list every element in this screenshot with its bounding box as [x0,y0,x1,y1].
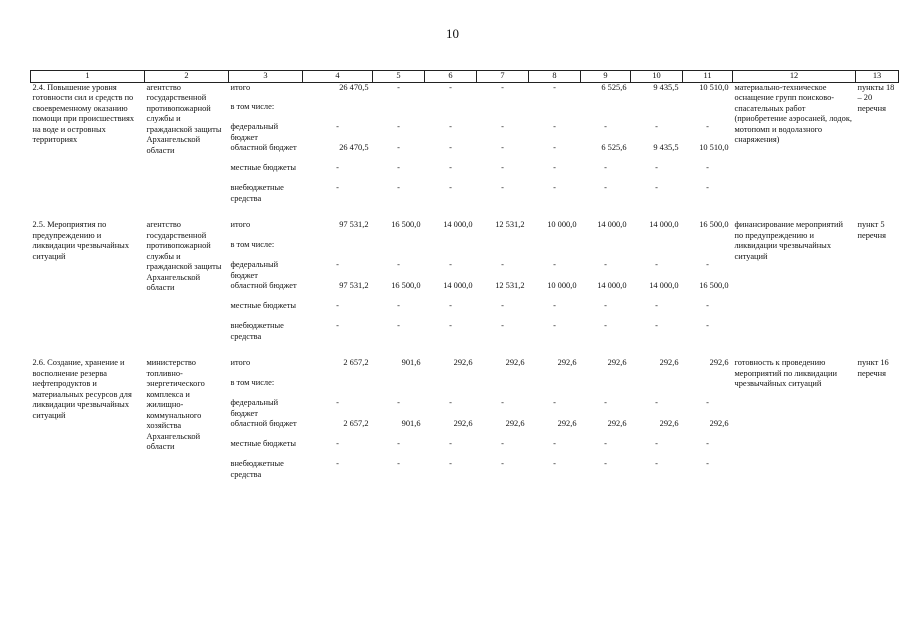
amount-cell [477,378,529,398]
header-cell: 11 [683,71,733,83]
amount-cell: - [553,143,556,152]
amount-cell: - [336,122,339,131]
event-name: 2.4. Повышение уровня готовности сил и средств по своевременному оказанию помощи при происшествиях на воде и островных территориях [32,82,135,144]
amount-cell: - [553,260,556,269]
amount-cell: 10 000,0 [547,220,577,229]
amount-cell: - [336,439,339,448]
amount-cell [683,240,733,260]
amount-cell: - [397,163,400,172]
amount-cell: 26 470,5 [339,82,369,92]
program-table [30,70,899,480]
header-cell: 2 [145,71,229,83]
amount-cell: 292,6 [505,419,525,428]
amount-cell: - [604,459,607,468]
funding-source-label: областной бюджет [230,143,297,152]
amount-cell: 2 657,2 [343,358,369,367]
amount-cell [631,378,683,398]
amount-cell: - [336,260,339,269]
amount-cell: - [553,122,556,131]
amount-cell: 16 500,0 [391,220,421,229]
amount-cell [477,102,529,122]
amount-cell: - [553,301,556,310]
amount-cell: - [604,301,607,310]
amount-cell: 292,6 [505,358,525,367]
amount-cell: - [397,301,400,310]
amount-cell: - [553,82,556,92]
header-cell: 7 [477,71,529,83]
funding-source-label: в том числе: [230,240,275,249]
amount-cell: - [706,260,709,269]
amount-cell: 901,6 [401,419,421,428]
header-cell: 6 [425,71,477,83]
amount-cell: - [501,439,504,448]
amount-cell [683,378,733,398]
amount-cell: - [604,260,607,269]
executor-name: агентство государственной противопожарной службы и гражданской защиты Архангельской области [146,220,222,292]
amount-cell: - [449,163,452,172]
amount-cell: - [501,321,504,330]
amount-cell: - [397,82,400,92]
amount-cell: 292,6 [453,358,473,367]
header-cell: 10 [631,71,683,83]
funding-source-label: федеральный бюджет [230,260,279,280]
section-spacer [31,204,899,220]
amount-cell: - [655,260,658,269]
event-name: 2.5. Мероприятия по предупреждению и ликвидации чрезвычайных ситуаций [32,220,130,261]
amount-cell: - [397,398,400,407]
amount-cell: - [449,301,452,310]
funding-source-label: внебюджетные средства [230,183,284,203]
amount-cell: - [706,122,709,131]
amount-cell: 14 000,0 [649,281,679,290]
amount-cell: - [449,439,452,448]
amount-cell: - [449,143,452,152]
amount-cell: 292,6 [557,358,577,367]
amount-cell: - [604,321,607,330]
amount-cell: - [553,459,556,468]
list-reference: пункт 16 перечня [857,358,889,378]
expected-result: готовность к проведению мероприятий по ликвидации чрезвычайных ситуаций [734,358,837,388]
amount-cell: 6 525,6 [601,82,627,92]
amount-cell: - [706,301,709,310]
amount-cell: - [397,439,400,448]
amount-cell: - [706,183,709,192]
expected-result: финансирование мероприятий по предупреждению и ликвидации чрезвычайных ситуаций [734,220,844,261]
list-reference: пункты 18 – 20 перечня [857,82,895,113]
amount-cell: - [397,122,400,131]
amount-cell [631,102,683,122]
amount-cell: 9 435,5 [653,82,679,92]
amount-cell: - [604,183,607,192]
amount-cell: 12 531,2 [495,220,525,229]
funding-source-label: итого [230,358,251,367]
amount-cell: - [655,163,658,172]
amount-cell: 292,6 [607,419,627,428]
table-row [31,358,899,378]
amount-cell: - [336,163,339,172]
amount-cell: - [501,163,504,172]
header-cell: 9 [581,71,631,83]
amount-cell: 16 500,0 [699,220,729,229]
funding-source-label: местные бюджеты [230,439,297,448]
amount-cell: - [655,321,658,330]
amount-cell: 10 510,0 [699,143,729,152]
amount-cell: - [397,143,400,152]
table-header [31,71,899,83]
amount-cell: - [501,398,504,407]
amount-cell: - [706,398,709,407]
amount-cell [683,102,733,122]
funding-source-label: областной бюджет [230,419,297,428]
funding-source-label: областной бюджет [230,281,297,290]
amount-cell: - [449,260,452,269]
amount-cell: - [655,122,658,131]
amount-cell [425,102,477,122]
funding-source-label: местные бюджеты [230,301,297,310]
amount-cell: 14 000,0 [443,220,473,229]
amount-cell: - [397,321,400,330]
amount-cell: - [501,260,504,269]
expected-result: материально-техническое оснащение групп поисково-спасательных работ (приобретение аэросаней, лодок, мотопомп и водолазного снаряжения) [734,82,852,144]
amount-cell [581,378,631,398]
amount-cell [373,378,425,398]
amount-cell: - [501,122,504,131]
header-cell: 5 [373,71,425,83]
funding-source-label: федеральный бюджет [230,122,279,142]
amount-cell [425,378,477,398]
amount-cell: 14 000,0 [443,281,473,290]
amount-cell: - [501,301,504,310]
amount-cell: 97 531,2 [339,281,369,290]
amount-cell: 12 531,2 [495,281,525,290]
amount-cell: - [336,183,339,192]
amount-cell: - [706,321,709,330]
funding-source-label: итого [230,82,251,92]
section-spacer [31,342,899,358]
amount-cell: - [501,183,504,192]
amount-cell: - [553,398,556,407]
amount-cell: - [706,459,709,468]
amount-cell: - [553,321,556,330]
amount-cell: - [397,459,400,468]
amount-cell [425,240,477,260]
amount-cell: - [655,459,658,468]
header-cell: 12 [733,71,856,83]
amount-cell: 14 000,0 [597,281,627,290]
amount-cell: - [397,183,400,192]
amount-cell: - [336,301,339,310]
amount-cell: - [397,260,400,269]
amount-cell: - [553,183,556,192]
amount-cell: - [655,301,658,310]
amount-cell: 292,6 [659,419,679,428]
amount-cell: 292,6 [453,419,473,428]
event-name: 2.6. Создание, хранение и восполнение резерва нефтепродуктов и материальных ресурсов для ликвидации чрезвычайных ситуаций [32,358,132,420]
funding-source-label: в том числе: [230,102,275,111]
list-reference: пункт 5 перечня [857,220,886,240]
funding-source-label: итого [230,220,251,229]
amount-cell [303,378,373,398]
table-row [31,220,899,240]
amount-cell [373,240,425,260]
table-row [31,82,899,102]
amount-cell: - [655,183,658,192]
amount-cell: 901,6 [401,358,421,367]
amount-cell: - [449,321,452,330]
amount-cell: 14 000,0 [649,220,679,229]
amount-cell: 97 531,2 [339,220,369,229]
amount-cell: - [336,459,339,468]
amount-cell: 292,6 [607,358,627,367]
amount-cell: 16 500,0 [391,281,421,290]
table-body [31,82,899,480]
header-cell: 4 [303,71,373,83]
funding-source-label: местные бюджеты [230,163,297,172]
amount-cell: - [501,143,504,152]
amount-cell [303,240,373,260]
amount-cell: - [604,122,607,131]
amount-cell [529,240,581,260]
funding-source-label: внебюджетные средства [230,459,284,479]
amount-cell: - [501,459,504,468]
amount-cell: 9 435,5 [653,143,679,152]
amount-cell: - [336,321,339,330]
amount-cell: - [501,82,504,92]
amount-cell: 2 657,2 [343,419,369,428]
amount-cell: 26 470,5 [339,143,369,152]
header-cell: 13 [856,71,899,83]
amount-cell: 14 000,0 [597,220,627,229]
amount-cell: 16 500,0 [699,281,729,290]
amount-cell: - [449,398,452,407]
executor-name: министерство топливно-энергетического комплекса и жилищно-коммунального хозяйства Архангельской области [146,358,205,451]
executor-name: агентство государственной противопожарной службы и гражданской защиты Архангельской области [146,82,222,155]
amount-cell [373,102,425,122]
amount-cell: - [449,183,452,192]
header-cell: 8 [529,71,581,83]
amount-cell: - [604,439,607,448]
amount-cell: - [655,398,658,407]
amount-cell: 6 525,6 [601,143,627,152]
header-cell: 1 [31,71,145,83]
amount-cell: - [553,163,556,172]
amount-cell [581,240,631,260]
funding-source-label: внебюджетные средства [230,321,284,341]
amount-cell: 292,6 [709,358,729,367]
amount-cell [477,240,529,260]
amount-cell: 292,6 [557,419,577,428]
funding-source-label: в том числе: [230,378,275,387]
page-number: 10 [446,26,459,41]
amount-cell: - [655,439,658,448]
amount-cell: - [604,163,607,172]
funding-source-label: федеральный бюджет [230,398,279,418]
amount-cell: - [336,398,339,407]
amount-cell [529,102,581,122]
amount-cell: - [706,439,709,448]
amount-cell [303,102,373,122]
amount-cell: - [449,82,452,92]
amount-cell: - [604,398,607,407]
amount-cell: 292,6 [659,358,679,367]
amount-cell: - [553,439,556,448]
amount-cell [631,240,683,260]
header-cell: 3 [229,71,303,83]
amount-cell: - [449,122,452,131]
amount-cell [529,378,581,398]
amount-cell: 10 510,0 [699,82,729,92]
amount-cell: - [706,163,709,172]
amount-cell [581,102,631,122]
amount-cell: 292,6 [709,419,729,428]
amount-cell: 10 000,0 [547,281,577,290]
amount-cell: - [449,459,452,468]
